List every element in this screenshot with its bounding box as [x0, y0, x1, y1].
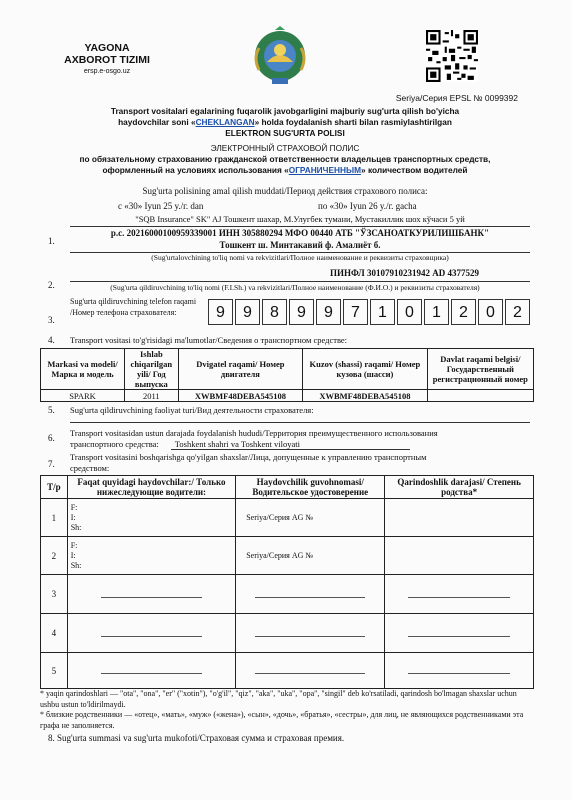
footnote-ru: * близкие родственники — «отец», «мать», «муж» («жена»), «сын», «дочь», «братья», «сестры», для лиц, не являющихся родственниками эта графа не заполняется.	[40, 710, 524, 730]
driver-license: Seriya/Серия AG №	[236, 499, 385, 537]
phone-digit: 9	[208, 299, 233, 325]
phone-digit: 0	[478, 299, 503, 325]
phone-digit: 7	[343, 299, 368, 325]
section1-number: 1.	[48, 236, 55, 246]
territory-label	[70, 428, 530, 450]
vehicle-table-row	[41, 390, 534, 402]
territory-value: Toshkent shahri va Toshkent viloyati	[171, 439, 410, 450]
driver-fio	[67, 499, 236, 537]
drivers-col-header: Faqat quyidagi haydovchilar:/ Только нижеследующие водители:	[67, 476, 236, 499]
phone-digit: 1	[424, 299, 449, 325]
section3-number: 3.	[48, 315, 55, 325]
driver-license: Seriya/Серия AG №	[236, 537, 385, 575]
row-number: 1	[41, 499, 68, 537]
title-ru-line3	[50, 165, 520, 176]
vehicle-make: SPARK	[41, 390, 125, 402]
vehicle-col-header: Ishlab chiqarilgan yili/ Год выпуска	[125, 349, 179, 390]
driver-license	[236, 614, 385, 653]
drivers-table-header	[41, 476, 534, 499]
driver-fio	[67, 653, 236, 689]
driver-license	[236, 575, 385, 614]
footnote-uz: * yaqin qarindoshlari — "ota", "ona", "er" ("xotin"), "o'g'il", "qiz", "aka", "uka", "opa", "singil" deb ko'rsatiladi, qarindosh bo'lmagan shaxslar uchun ushbu ustun to'ldirilmaydi.	[40, 689, 517, 709]
org-title-line1: YAGONA	[84, 42, 130, 54]
title-ru-line3-a: оформленный на условиях использования «	[102, 165, 289, 175]
driver-fio	[67, 537, 236, 575]
phone-digit: 8	[262, 299, 287, 325]
row-number: 4	[41, 614, 68, 653]
drivers-col-header: Haydovchilik guvohnomasi/ Водительское удостоверение	[236, 476, 385, 499]
drivers-table-row	[41, 537, 534, 575]
blank-line	[408, 597, 510, 598]
phone-digit: 2	[451, 299, 476, 325]
qr-code-icon	[426, 30, 478, 82]
drivers-table-row	[41, 614, 534, 653]
row-number: 3	[41, 575, 68, 614]
footnotes	[40, 689, 534, 731]
section2-number: 2.	[48, 280, 55, 290]
driver-relation	[385, 575, 534, 614]
vehicle-table	[40, 348, 534, 402]
drivers-col-header: T/p	[41, 476, 68, 499]
drivers-label-line1: Transport vositasini boshqarishga qo'yilgan shaxslar/Лица, допущенные к управлению транспортным	[70, 452, 427, 462]
divider	[70, 422, 530, 423]
vehicle-year: 2011	[125, 390, 179, 402]
row-number: 5	[41, 653, 68, 689]
vehicle-col-header: Davlat raqami belgisi/ Государственный регистрационный номер	[427, 349, 533, 390]
insured-caption: (Sug'urta qildiruvchining to'liq nomi (F.I.Sh.) va rekvizitlari/Полное наименование (Ф.И.О.) и реквизиты страхователя)	[110, 283, 480, 292]
vehicle-engine-no: XWBMF48DEBA545108	[178, 390, 303, 402]
ogranichennym-link: ОГРАНИЧЕННЫМ	[288, 165, 362, 175]
driver-relation	[385, 499, 534, 537]
section6-number: 6.	[48, 433, 55, 443]
drivers-table-row	[41, 499, 534, 537]
driver-fio	[67, 614, 236, 653]
activity-label: Sug'urta qildiruvchining faoliyat turi/Вид деятельности страхователя:	[70, 405, 314, 415]
drivers-col-header: Qarindoshlik darajasi/ Степень родства*	[385, 476, 534, 499]
phone-label: Sug'urta qildiruvchining telefon raqami /Номер телефона страхователя:	[70, 297, 197, 317]
section8-text: 8. Sug'urta summasi va sug'urta mukofoti/Страховая сумма и страховая премия.	[48, 733, 345, 743]
insurer-bank-details: р.с. 20216000100959339001 ИНН 305880294 МФО 00440 АТБ "ЎЗСАНОАТКУРИЛИШБАНК"	[110, 228, 490, 238]
title-ru-line1: ЭЛЕКТРОННЫЙ СТРАХОВОЙ ПОЛИС	[210, 143, 360, 153]
title-uz-line3: ELEKTRON SUG'URTA POLISI	[225, 128, 345, 138]
divider	[70, 226, 530, 227]
series-number: Seriya/Серия EPSL № 0099392	[395, 93, 518, 103]
drivers-table	[40, 475, 534, 689]
blank-line	[101, 597, 203, 598]
title-ru-line2: по обязательному страхованию гражданской ответственности владельцев транспортных средств,	[79, 154, 491, 164]
title-uz-line2-a: haydovchilar soni «	[118, 117, 196, 127]
driver-relation	[385, 614, 534, 653]
fio-sh: Sh:	[70, 522, 82, 532]
insurer-address: "SQB Insurance" SK" AJ Тошкент шахар, М.Улугбек тумани, Мустакиллик шох кўчаси 5 уй	[135, 214, 465, 224]
phone-digit: 1	[370, 299, 395, 325]
section5-number: 5.	[48, 405, 55, 415]
phone-digit: 2	[505, 299, 530, 325]
insurer-branch: Тошкент ш. Минтакавий ф. Амалиёт б.	[219, 240, 381, 250]
vehicle-table-header	[41, 349, 534, 390]
org-title-line2: AXBOROT TIZIMI	[64, 54, 150, 66]
blank-line	[255, 673, 365, 674]
vehicle-body-no: XWBMF48DEBA545108	[303, 390, 428, 402]
fio-sh: Sh:	[70, 560, 82, 570]
title-ru	[50, 143, 520, 176]
fio-i: I:	[70, 512, 76, 522]
period-from: с «30» Iyun 25 y./г. dan	[118, 201, 204, 211]
vehicle-plate-no	[427, 390, 533, 402]
state-emblem-icon	[245, 26, 315, 90]
insurer-caption: (Sug'urtalovchining to'liq nomi va rekvizitlari/Полное наименование и реквизиты страховщика)	[151, 253, 449, 262]
phone-digit: 9	[289, 299, 314, 325]
title-uz	[60, 106, 510, 139]
territory-label-text: транспортного средства:	[70, 439, 159, 449]
fio-i: I:	[70, 550, 76, 560]
phone-digits	[208, 299, 528, 325]
vehicle-col-header: Kuzov (shassi) raqami/ Номер кузова (шасси)	[303, 349, 428, 390]
fio-f: F:	[70, 502, 78, 512]
blank-line	[101, 636, 203, 637]
phone-digit: 9	[316, 299, 341, 325]
vehicle-col-header: Markasi va modeli/ Марка и модель	[41, 349, 125, 390]
cheklangan-link: CHEKLANGAN	[195, 117, 255, 127]
blank-line	[408, 673, 510, 674]
title-uz-line2-b: » holda foydalanish sharti bilan rasmiylashtirilgan	[254, 117, 452, 127]
drivers-table-row	[41, 575, 534, 614]
drivers-table-row	[41, 653, 534, 689]
drivers-label	[70, 452, 530, 474]
divider	[70, 281, 530, 282]
section7-number: 7.	[48, 459, 55, 469]
driver-relation	[385, 653, 534, 689]
phone-digit: 9	[235, 299, 260, 325]
row-number: 2	[41, 537, 68, 575]
period-to: по «30» Iyun 26 y./г. gacha	[318, 201, 417, 211]
drivers-label-line2: средством:	[70, 463, 110, 473]
driver-license	[236, 653, 385, 689]
driver-fio	[67, 575, 236, 614]
fio-f: F:	[70, 540, 78, 550]
phone-digit: 0	[397, 299, 422, 325]
org-title	[62, 42, 152, 66]
insured-id: ПИНФЛ 30107910231942 AD 4377529	[330, 268, 480, 278]
blank-line	[255, 636, 365, 637]
territory-label-line1: Transport vositasidan ustun darajada foydalanish hududi/Территория преимущественного использования	[70, 428, 438, 438]
blank-line	[101, 673, 203, 674]
period-label: Sug'urta polisining amal qilish muddati/Период действия страхового полиса:	[142, 186, 428, 196]
org-site: ersp.e-osgo.uz	[83, 68, 131, 75]
title-ru-line3-b: » количеством водителей	[361, 165, 468, 175]
section4-number: 4.	[48, 335, 55, 345]
blank-line	[408, 636, 510, 637]
vehicle-col-header: Dvigatel raqami/ Номер двигателя	[178, 349, 303, 390]
blank-line	[255, 597, 365, 598]
territory-label-line2	[70, 439, 530, 450]
title-uz-line1: Transport vositalari egalarining fuqarolik javobgarligini majburiy sug'urta qilish bo'yicha	[110, 106, 460, 116]
driver-relation	[385, 537, 534, 575]
title-uz-line2	[60, 117, 510, 128]
vehicle-label: Transport vositasi to'g'risidagi ma'lumotlar/Сведения о транспортном средстве:	[70, 335, 348, 345]
